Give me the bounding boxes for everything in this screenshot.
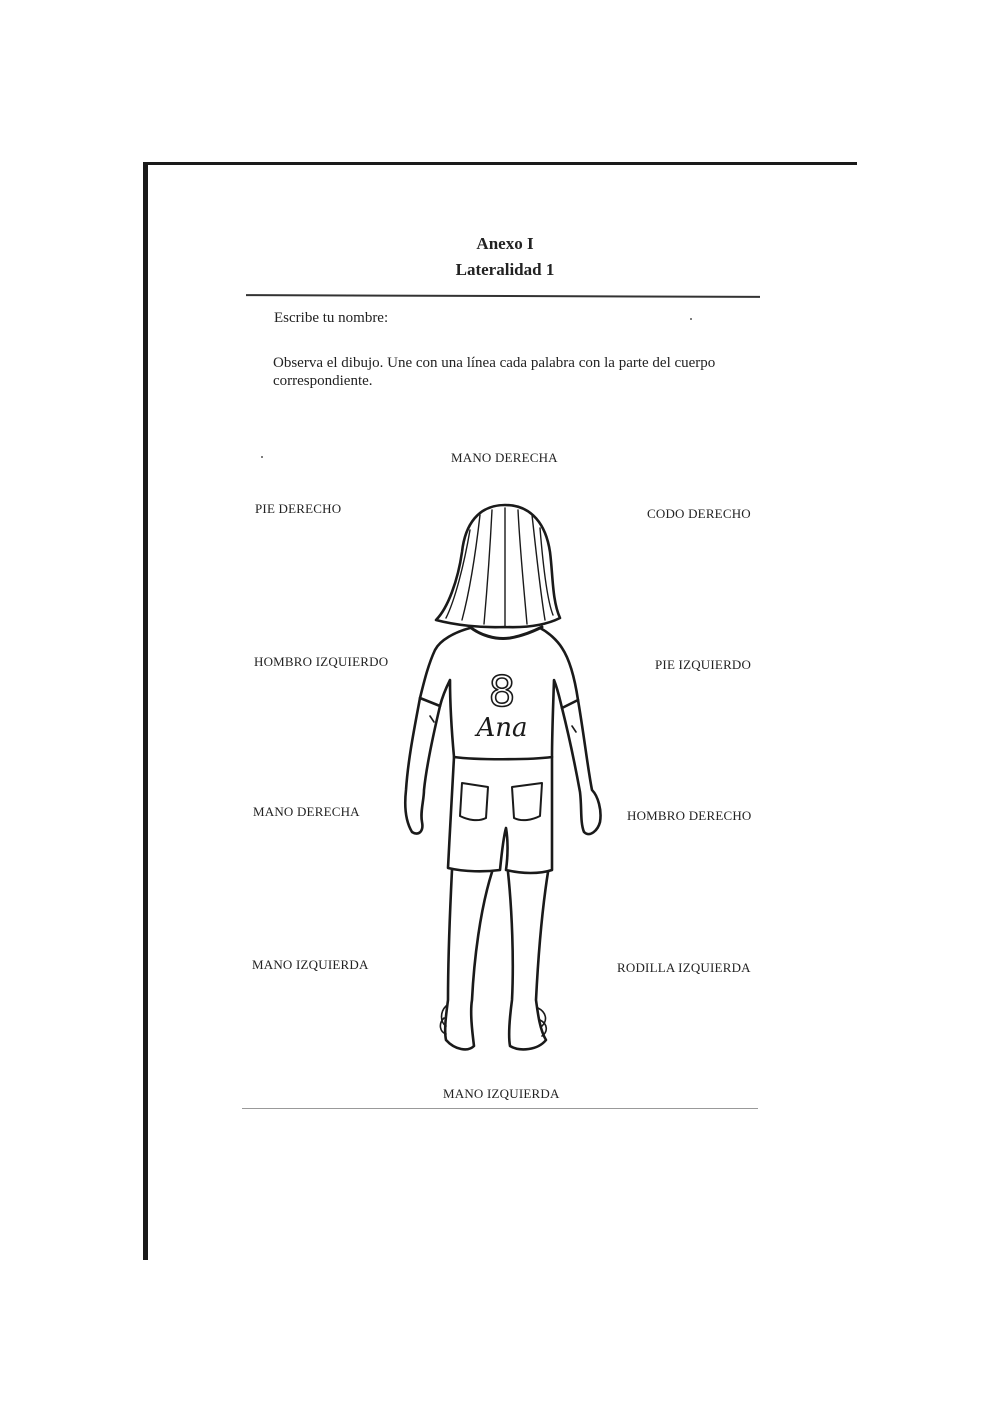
- girl-back-view-drawing: [395, 500, 615, 1060]
- label-mano-derecha[interactable]: MANO DERECHA: [253, 804, 360, 819]
- label-rodilla-izquierda[interactable]: RODILLA IZQUIERDA: [617, 960, 751, 975]
- speck: [690, 318, 692, 320]
- right-arm: [562, 700, 601, 834]
- pocket-right: [512, 783, 542, 820]
- page-title: Lateralidad 1: [455, 260, 555, 279]
- label-mano-izquierda[interactable]: MANO IZQUIERDA: [252, 957, 369, 972]
- label-top-mano-derecha[interactable]: MANO DERECHA: [451, 450, 558, 465]
- left-leg: [445, 870, 492, 1049]
- annex-heading: Anexo I: [476, 234, 534, 253]
- label-codo-derecho[interactable]: CODO DERECHO: [647, 506, 751, 521]
- speck: [261, 456, 263, 458]
- label-hombro-izquierdo[interactable]: HOMBRO IZQUIERDO: [254, 654, 389, 669]
- label-pie-derecho[interactable]: PIE DERECHO: [255, 501, 342, 516]
- hair-strands: [446, 508, 553, 626]
- label-bottom-mano-izquierda[interactable]: MANO IZQUIERDA: [443, 1086, 560, 1101]
- left-arm: [405, 698, 440, 834]
- shirt-number: 8: [488, 667, 516, 716]
- label-pie-izquierdo[interactable]: PIE IZQUIERDO: [655, 657, 752, 672]
- shorts: [448, 757, 552, 873]
- instructions: Observa el dibujo. Une con una línea cada palabra con la parte del cuerpo correspondiente.: [273, 355, 716, 389]
- label-hombro-derecho[interactable]: HOMBRO DERECHO: [627, 808, 752, 823]
- collar: [470, 627, 542, 638]
- name-prompt: Escribe tu nombre:: [274, 310, 389, 326]
- hair: [436, 505, 560, 627]
- header-divider: [246, 294, 760, 298]
- right-leg: [508, 872, 548, 1049]
- shirt-name: Ana: [476, 713, 528, 743]
- pocket-left: [460, 783, 488, 820]
- scan-edge-top: [147, 162, 857, 165]
- footer-divider: [242, 1108, 758, 1109]
- scan-edge-left: [143, 162, 148, 1260]
